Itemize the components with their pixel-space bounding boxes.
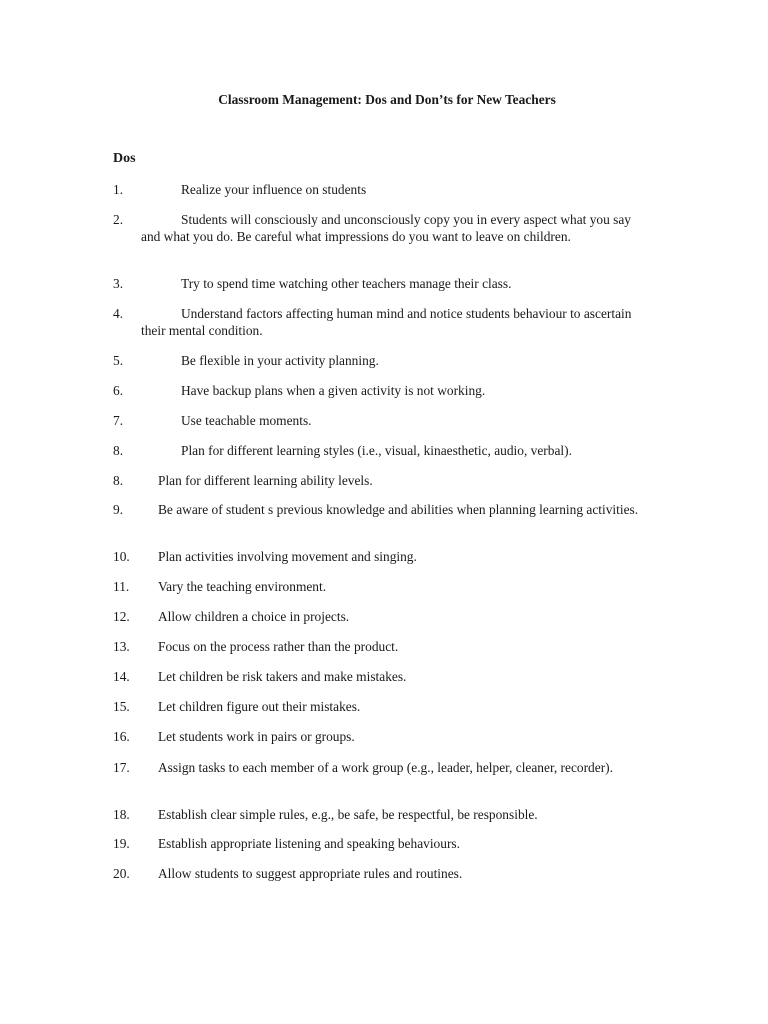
list-item-number: 20. — [113, 866, 130, 881]
list-item-number: 8. — [113, 473, 124, 488]
list-item — [113, 275, 643, 292]
list-item-text: Let children be risk takers and make mistakes. — [158, 669, 407, 684]
list-item — [113, 668, 643, 685]
list-item-number: 15. — [113, 699, 130, 714]
list-item-text: Understand factors affecting human mind and notice students behaviour to ascertain their mental condition. — [141, 306, 632, 338]
list-item-number: 4. — [113, 306, 124, 321]
list-item-text: Establish clear simple rules, e.g., be safe, be respectful, be responsible. — [158, 807, 538, 822]
list-item — [113, 548, 643, 565]
list-item-text: Establish appropriate listening and speaking behaviours. — [158, 836, 460, 851]
list-item — [113, 472, 643, 489]
list-item-number: 17. — [113, 760, 130, 775]
list-item-number: 5. — [113, 353, 124, 368]
list-item-text: Plan for different learning styles (i.e., visual, kinaesthetic, audio, verbal). — [181, 443, 572, 458]
list-item-number: 8. — [113, 443, 124, 458]
list-item-number: 3. — [113, 276, 124, 291]
list-item-number: 12. — [113, 609, 130, 624]
list-item-text: Plan for different learning ability levels. — [158, 473, 373, 488]
list-item — [113, 382, 643, 399]
list-item-text: Be aware of student s previous knowledge and abilities when planning learning activities. — [158, 502, 639, 517]
list-item — [113, 638, 643, 655]
list-item-text: Let students work in pairs or groups. — [158, 729, 355, 744]
list-item — [113, 352, 643, 369]
list-item-text: Assign tasks to each member of a work group (e.g., leader, helper, cleaner, recorder). — [158, 760, 613, 775]
list-item — [113, 442, 643, 459]
list-item — [113, 806, 643, 823]
list-item-text: Try to spend time watching other teachers manage their class. — [181, 276, 512, 291]
list-item-text: Allow children a choice in projects. — [158, 609, 350, 624]
list-item — [113, 501, 643, 518]
list-item-number: 10. — [113, 549, 130, 564]
list-item-text: Let children figure out their mistakes. — [158, 699, 361, 714]
list-item-text: Realize your influence on students — [181, 182, 367, 197]
list-item — [113, 305, 643, 339]
list-item — [113, 578, 643, 595]
list-item-number: 13. — [113, 639, 130, 654]
list-item-text: Use teachable moments. — [181, 413, 312, 428]
list-item — [113, 181, 643, 198]
list-item-text: Focus on the process rather than the product. — [158, 639, 399, 654]
list-item-number: 6. — [113, 383, 124, 398]
section-heading-dos: Dos — [113, 151, 136, 166]
list-item — [113, 835, 643, 852]
list-item-number: 1. — [113, 182, 124, 197]
list-item — [113, 608, 643, 625]
list-item-text: Plan activities involving movement and singing. — [158, 549, 417, 564]
list-item-text: Students will consciously and unconsciously copy you in every aspect what you say and what you do. Be careful what impressions do you want to leave on children. — [141, 212, 631, 244]
list-item-number: 9. — [113, 502, 124, 517]
list-item-number: 7. — [113, 413, 124, 428]
list-item-text: Be flexible in your activity planning. — [181, 353, 379, 368]
list-item-number: 19. — [113, 836, 130, 851]
list-item-number: 18. — [113, 807, 130, 822]
list-item-text: Vary the teaching environment. — [158, 579, 327, 594]
list-item-text: Have backup plans when a given activity is not working. — [181, 383, 486, 398]
list-item — [113, 728, 643, 745]
list-item — [113, 412, 643, 429]
list-item — [113, 759, 643, 776]
page-title: Classroom Management: Dos and Don’ts for New Teachers — [218, 92, 556, 107]
list-item-number: 11. — [113, 579, 130, 594]
list-item-number: 16. — [113, 729, 130, 744]
list-item-number: 14. — [113, 669, 130, 684]
list-item — [113, 865, 643, 882]
list-item — [113, 211, 643, 245]
list-item-text: Allow students to suggest appropriate rules and routines. — [158, 866, 463, 881]
list-item — [113, 698, 643, 715]
list-item-number: 2. — [113, 212, 124, 227]
